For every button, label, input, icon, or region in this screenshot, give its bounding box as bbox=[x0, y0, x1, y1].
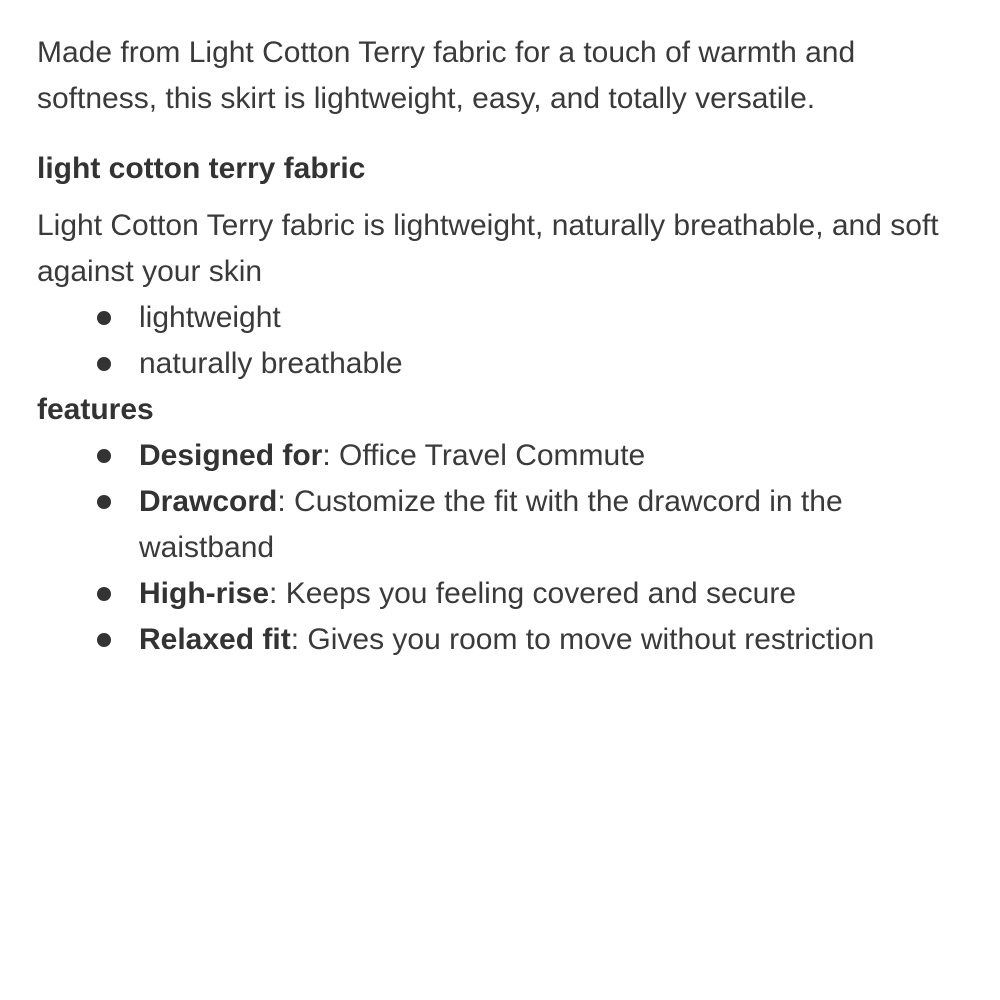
intro-paragraph: Made from Light Cotton Terry fabric for a touch of warmth and softness, this skirt is lightweight, easy, and totally versatile. bbox=[37, 36, 856, 115]
list-item-text: naturally breathable bbox=[139, 347, 403, 380]
feature-item bbox=[37, 479, 967, 571]
bullet-icon bbox=[97, 587, 111, 601]
feature-text: : Keeps you feeling covered and secure bbox=[269, 577, 797, 610]
feature-item bbox=[37, 571, 967, 617]
feature-term: High-rise bbox=[139, 577, 270, 610]
list-item bbox=[37, 341, 967, 387]
feature-item bbox=[37, 617, 967, 663]
bullet-icon bbox=[97, 449, 111, 463]
bullet-icon bbox=[97, 633, 111, 647]
feature-item bbox=[37, 433, 967, 479]
bullet-icon bbox=[97, 357, 111, 371]
feature-text: : Gives you room to move without restriction bbox=[290, 623, 875, 656]
fabric-bullet-list bbox=[37, 295, 967, 387]
feature-text: : Office Travel Commute bbox=[322, 439, 646, 472]
feature-text: : Customize the fit with the drawcord in the waistband bbox=[139, 485, 843, 564]
features-bullet-list bbox=[37, 433, 967, 663]
feature-term: Drawcord bbox=[139, 485, 278, 518]
feature-term: Designed for bbox=[139, 439, 323, 472]
features-heading: features bbox=[37, 393, 154, 426]
fabric-description: Light Cotton Terry fabric is lightweight, naturally breathable, and soft against your skin bbox=[37, 209, 939, 288]
bullet-icon bbox=[97, 311, 111, 325]
fabric-heading: light cotton terry fabric bbox=[37, 152, 366, 185]
feature-term: Relaxed fit bbox=[139, 623, 291, 656]
list-item-text: lightweight bbox=[139, 301, 281, 334]
product-description bbox=[37, 30, 967, 663]
list-item bbox=[37, 295, 967, 341]
bullet-icon bbox=[97, 495, 111, 509]
